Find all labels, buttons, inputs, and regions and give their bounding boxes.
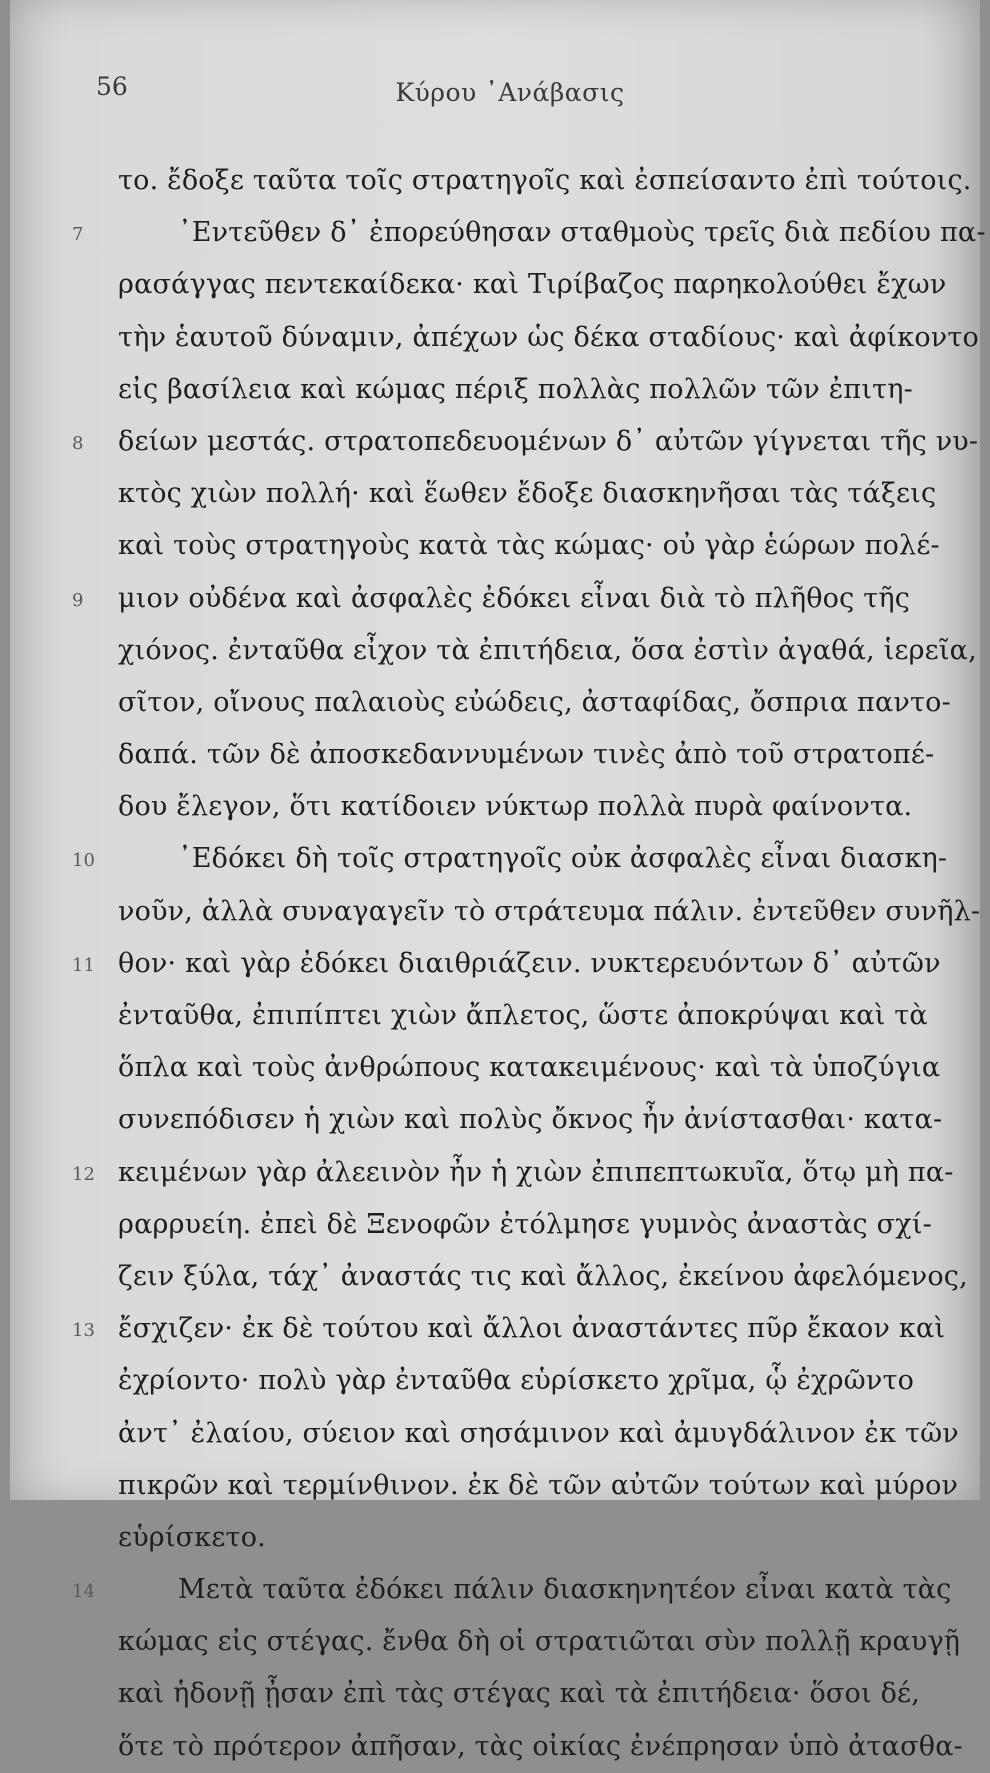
text-line xyxy=(118,990,928,1042)
line-text: ζειν ξύλα, τάχ᾿ ἀναστάς τις καὶ ἄλλος, ἐκείνου ἀφελόμενος, xyxy=(118,1260,968,1292)
section-number: 7 xyxy=(72,224,84,246)
text-line xyxy=(118,625,977,677)
main-text xyxy=(72,155,986,1773)
line-text: καὶ ἡδονῇ ᾖσαν ἐπὶ τὰς στέγας καὶ τὰ ἐπιτήδεια· ὅσοι δέ, xyxy=(118,1678,921,1710)
text-line xyxy=(72,573,911,625)
line-text: εἰς βασίλεια καὶ κώμας πέριξ πολλὰς πολλῶν τῶν ἐπιτη- xyxy=(118,373,913,405)
text-line xyxy=(118,468,937,520)
line-text: ἔσχιζεν· ἐκ δὲ τούτου καὶ ἄλλοι ἀναστάντες πῦρ ἔκαον καὶ xyxy=(118,1313,946,1345)
line-text: δαπά. τῶν δὲ ἀποσκεδαννυμένων τινὲς ἀπὸ τοῦ στρατοπέ- xyxy=(118,739,935,771)
text-line xyxy=(118,886,981,938)
text-line xyxy=(118,1094,943,1146)
line-text: Μετὰ ταῦτα ἐδόκει πάλιν διασκηνητέον εἶναι κατὰ τὰς xyxy=(178,1574,952,1606)
text-line xyxy=(118,520,940,572)
text-line xyxy=(118,312,979,364)
line-text: συνεπόδισεν ἡ χιὼν καὶ πολὺς ὄκνος ἦν ἀνίστασθαι· κατα- xyxy=(118,1104,943,1136)
line-text: ᾿Εδόκει δὴ τοῖς στρατηγοῖς οὐκ ἀσφαλὲς εἶναι διασκη- xyxy=(178,843,948,875)
line-text: κώμας εἰς στέγας. ἔνθα δὴ οἱ στρατιῶται σὺν πολλῇ κραυγῇ xyxy=(118,1626,961,1658)
line-text: θον· καὶ γὰρ ἐδόκει διαιθριάζειν. νυκτερευόντων δ᾿ αὐτῶν xyxy=(118,947,941,979)
text-line xyxy=(118,1668,921,1720)
text-line xyxy=(72,938,941,990)
text-line xyxy=(72,833,948,885)
text-line xyxy=(118,1512,908,1564)
running-title: Κύρου ᾿Ανάβασις xyxy=(395,78,625,107)
line-text: τὴν ἑαυτοῦ δύναμιν, ἀπέχων ὡς δέκα σταδίους· καὶ ἀφίκοντο xyxy=(118,321,979,353)
line-text: νοῦν, ἀλλὰ συναγαγεῖν τὸ στράτευμα πάλιν. ἐντεῦθεν συνῆλ- xyxy=(118,895,981,927)
text-line xyxy=(118,1408,959,1460)
line-text: κτὸς χιὼν πολλή· καὶ ἕωθεν ἔδοξε διασκηνῆσαι τὰς τάξεις xyxy=(118,478,937,510)
line-text: ᾿Εντεῦθεν δ᾿ ἐπορεύθησαν σταθμοὺς τρεῖς διὰ πεδίου πα- xyxy=(178,217,986,249)
text-line xyxy=(118,155,972,207)
text-line xyxy=(118,1355,915,1407)
text-line xyxy=(118,259,947,311)
text-line xyxy=(72,1564,952,1616)
text-line xyxy=(118,1721,963,1773)
section-number: 14 xyxy=(72,1581,95,1603)
section-number: 8 xyxy=(72,432,84,454)
section-number: 13 xyxy=(72,1320,95,1342)
section-number: 12 xyxy=(72,1163,95,1185)
line-text: ὅτε τὸ πρότερον ἀπῆσαν, τὰς οἰκίας ἐνέπρησαν ὑπὸ ἀτασθα- xyxy=(118,1730,963,1762)
line-text: καὶ τοὺς στρατηγοὺς κατὰ τὰς κώμας· οὐ γὰρ ἑώρων πολέ- xyxy=(118,530,940,562)
text-line xyxy=(118,1042,941,1094)
line-text: χιόνος. ἐνταῦθα εἶχον τὰ ἐπιτήδεια, ὅσα ἐστὶν ἀγαθά, ἱερεῖα, xyxy=(118,634,977,666)
line-text: ἐχρίοντο· πολὺ γὰρ ἐνταῦθα εὑρίσκετο χρῖμα, ᾧ ἐχρῶντο xyxy=(118,1365,915,1397)
line-text: ἀντ᾿ ἐλαίου, σύειον καὶ σησάμινον καὶ ἀμυγδάλινον ἐκ τῶν xyxy=(118,1417,959,1449)
line-text: δου ἔλεγον, ὅτι κατίδοιεν νύκτωρ πολλὰ πυρὰ φαίνοντα. xyxy=(118,791,913,823)
text-line xyxy=(118,1199,932,1251)
line-text: κειμένων γὰρ ἀλεεινὸν ἦν ἡ χιὼν ἐπιπεπτωκυῖα, ὅτῳ μὴ πα- xyxy=(118,1156,954,1188)
text-line xyxy=(72,416,979,468)
line-text: ρασάγγας πεντεκαίδεκα· καὶ Τιρίβαζος παρηκολούθει ἔχων xyxy=(118,269,947,301)
line-text: μιον οὐδένα καὶ ἀσφαλὲς ἐδόκει εἶναι διὰ τὸ πλῆθος τῆς xyxy=(118,582,911,614)
line-text: το. ἔδοξε ταῦτα τοῖς στρατηγοῖς καὶ ἐσπείσαντο ἐπὶ τούτοις. xyxy=(118,165,972,196)
section-number: 9 xyxy=(72,589,84,611)
line-text: πικρῶν καὶ τερμίνθινον. ἐκ δὲ τῶν αὐτῶν τούτων καὶ μύρον xyxy=(118,1469,959,1501)
text-line xyxy=(72,207,986,259)
section-number: 11 xyxy=(72,954,95,976)
text-line xyxy=(118,364,913,416)
text-line xyxy=(118,677,951,729)
line-text: σῖτον, οἴνους παλαιοὺς εὐώδεις, ἀσταφίδας, ὄσπρια παντο- xyxy=(118,686,951,718)
line-text: ὅπλα καὶ τοὺς ἀνθρώπους κατακειμένους· καὶ τὰ ὑποζύγια xyxy=(118,1052,941,1084)
text-line xyxy=(118,729,935,781)
text-line xyxy=(118,781,913,833)
text-line xyxy=(72,1147,954,1199)
line-text: ἐνταῦθα, ἐπιπίπτει χιὼν ἄπλετος, ὥστε ἀποκρύψαι καὶ τὰ xyxy=(118,1000,928,1031)
line-text: δείων μεστάς. στρατοπεδευομένων δ᾿ αὐτῶν γίγνεται τῆς νυ- xyxy=(118,425,979,457)
book-page xyxy=(10,0,986,1762)
text-line xyxy=(118,1251,968,1303)
line-text: εὑρίσκετο. xyxy=(118,1521,266,1553)
text-line xyxy=(118,1460,959,1512)
text-line xyxy=(72,1303,946,1355)
section-number: 10 xyxy=(72,850,95,872)
line-text: ραρρυείη. ἐπεὶ δὲ Ξενοφῶν ἐτόλμησε γυμνὸς ἀναστὰς σχί- xyxy=(118,1208,932,1240)
text-line xyxy=(118,1616,961,1668)
page-number: 56 xyxy=(96,72,128,101)
